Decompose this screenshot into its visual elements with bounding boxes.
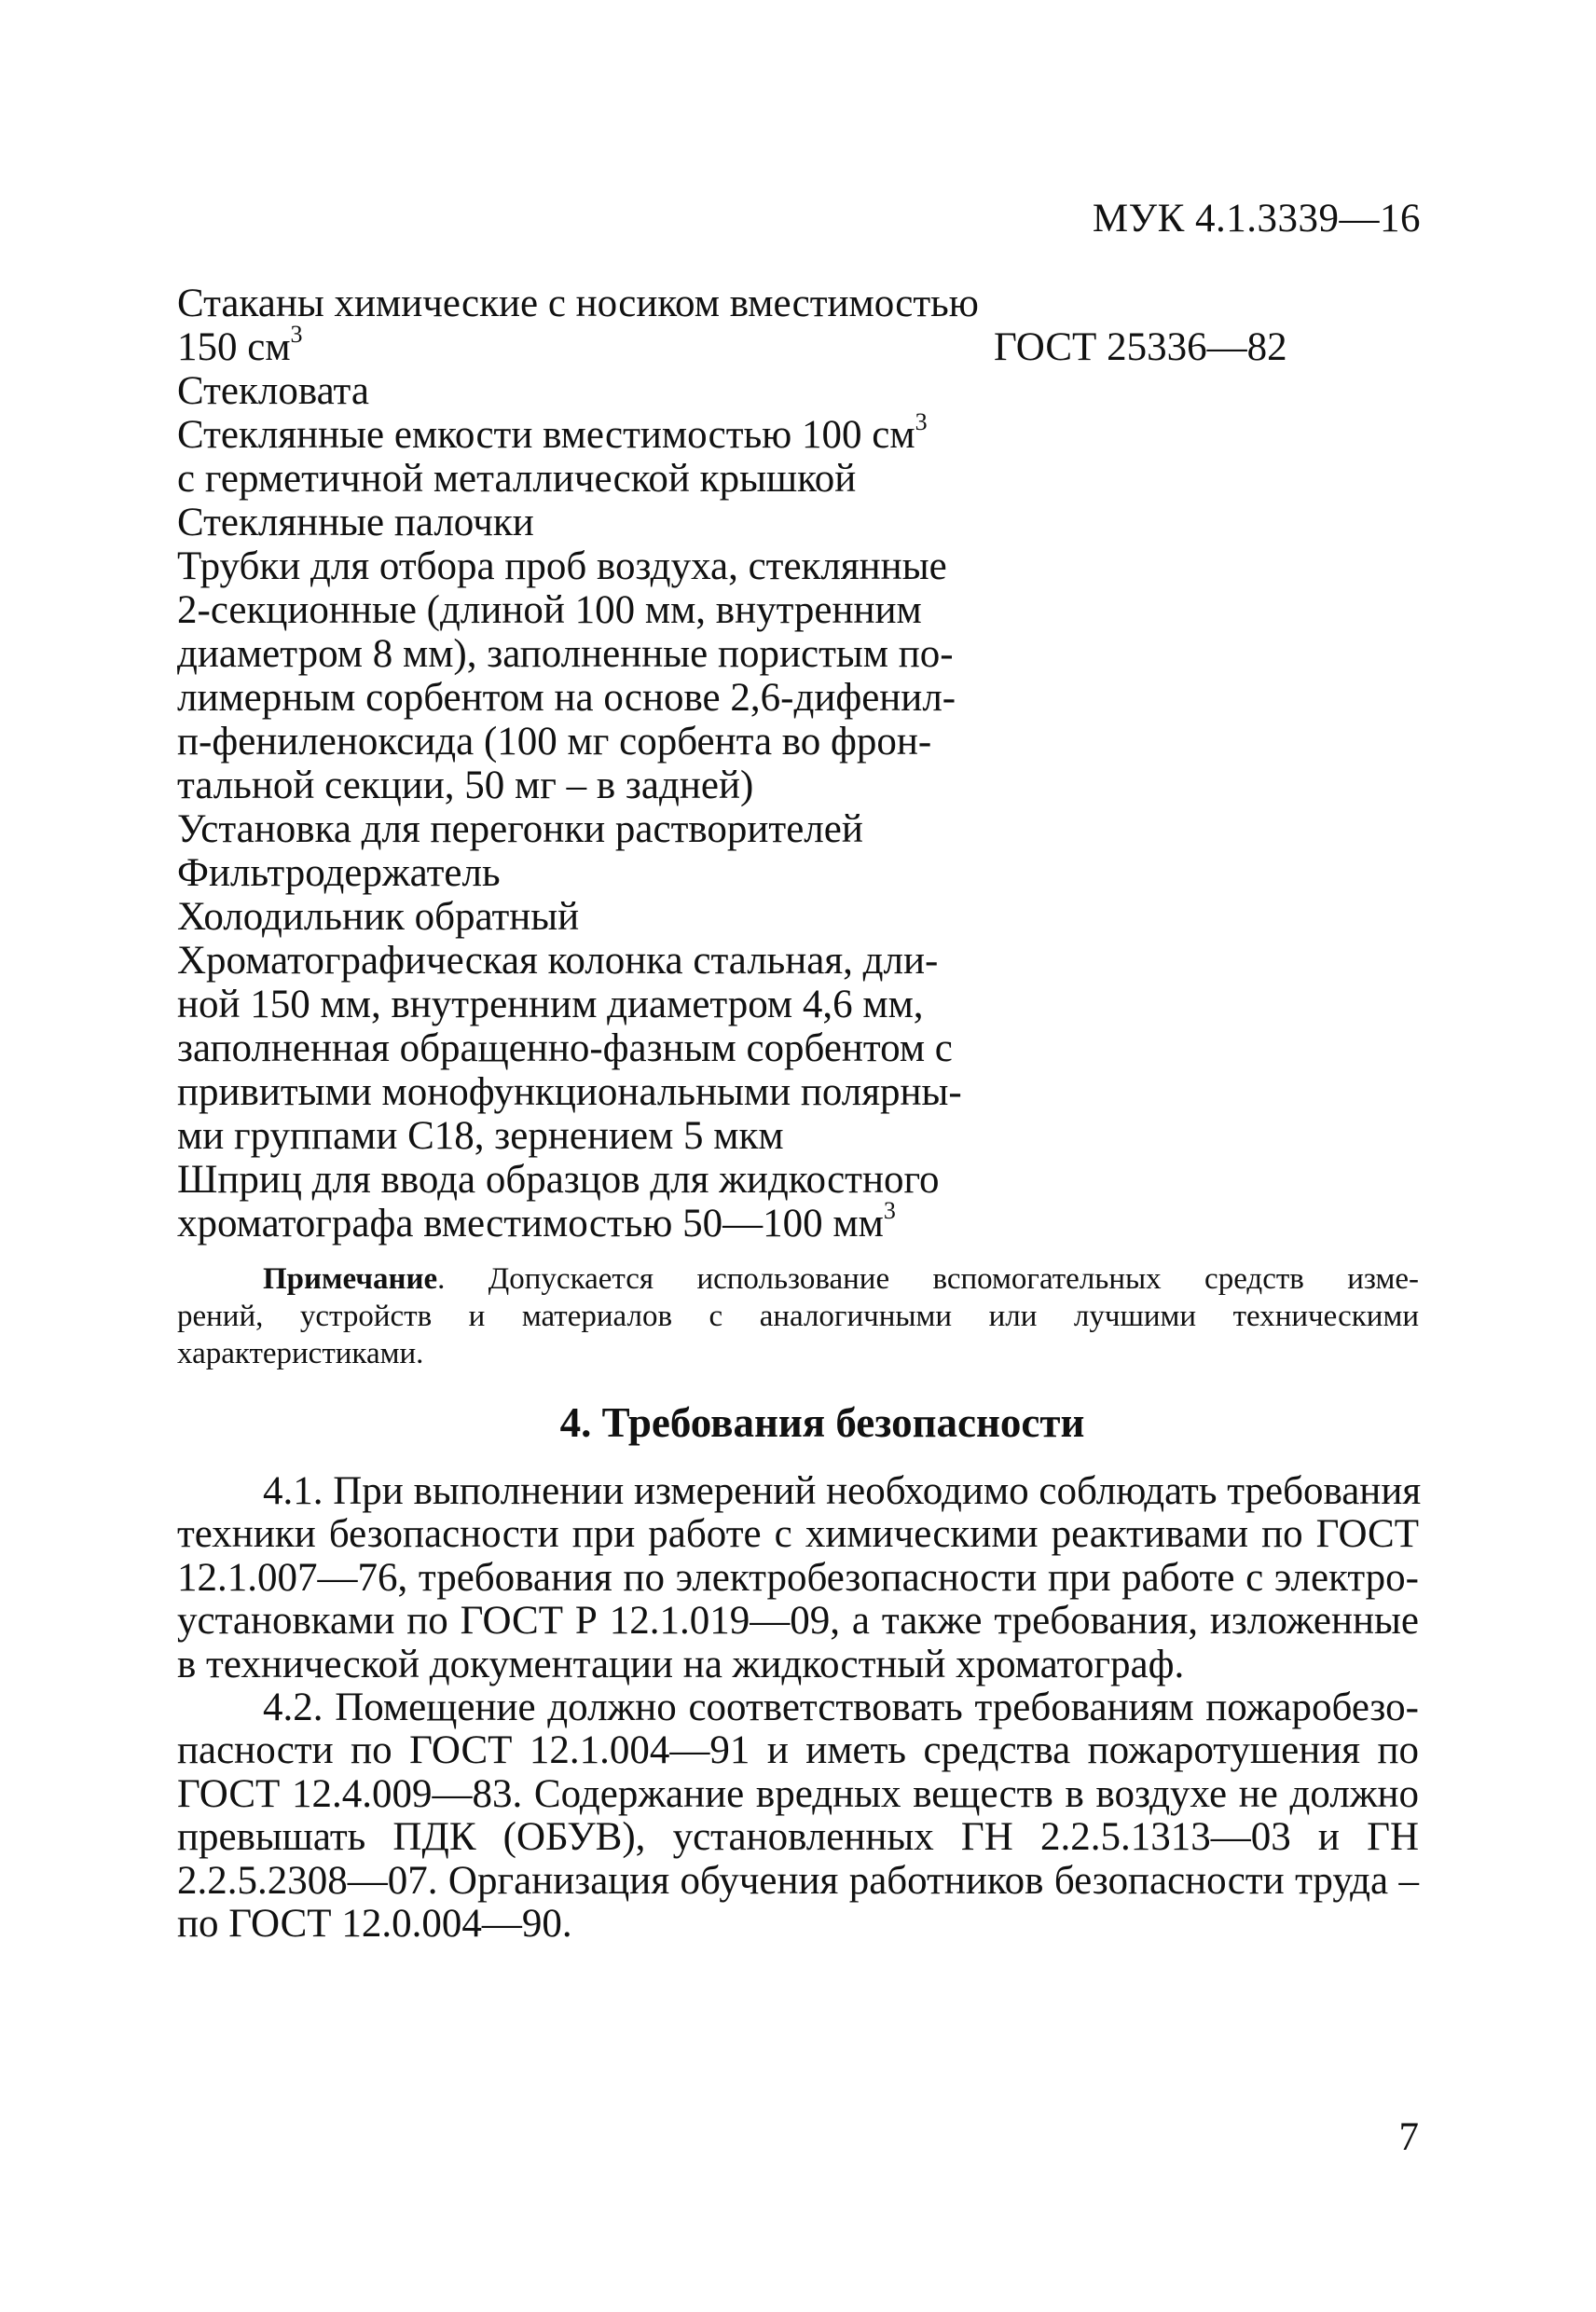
equipment-text: Стаканы химические с носиком вместимостью (177, 282, 979, 325)
equipment-line (177, 720, 1324, 764)
equipment-line (177, 501, 1324, 544)
paragraph-line: 12.1.007—76, требования по электробезопасности при работе с электро- (177, 1555, 1419, 1600)
paragraph-line: техники безопасности при работе с химическими реактивами по ГОСТ (177, 1512, 1419, 1557)
paragraph-line: в технической документации на жидкостный хроматограф. (177, 1642, 1185, 1686)
note-block (177, 1260, 1419, 1372)
paragraph-line: 2.2.5.2308—07. Организация обучения работников безопасности труда – (177, 1858, 1419, 1903)
equipment-text: Шприц для ввода образцов для жидкостного (177, 1158, 940, 1202)
equipment-line (177, 632, 1324, 676)
equipment-list (177, 282, 1324, 1245)
note-label: Примечание (263, 1262, 438, 1296)
equipment-line (177, 457, 1324, 501)
equipment-text: заполненная обращенно-фазным сорбентом с (177, 1026, 953, 1070)
equipment-line (177, 588, 1324, 632)
section-body (177, 1469, 1422, 1946)
superscript: 3 (915, 407, 928, 435)
equipment-text: Установка для перегонки растворителей (177, 807, 863, 851)
equipment-line (177, 851, 1324, 895)
equipment-line (177, 369, 1324, 413)
equipment-text: п-фениленоксида (100 мг сорбента во фрон- (177, 720, 932, 764)
equipment-text: Стекловата (177, 369, 369, 413)
paragraph-line: установками по ГОСТ Р 12.1.019—09, а также требования, изложенные (177, 1599, 1419, 1644)
equipment-text: Стеклянные палочки (177, 501, 534, 544)
paragraph-line: ГОСТ 12.4.009—83. Содержание вредных веществ в воздухе не должно (177, 1771, 1419, 1816)
paragraph-line: по ГОСТ 12.0.004—90. (177, 1901, 572, 1946)
equipment-line (177, 1158, 1324, 1202)
equipment-line (177, 1114, 1324, 1158)
equipment-text: диаметром 8 мм), заполненные пористым по- (177, 632, 954, 676)
equipment-line (177, 939, 1324, 983)
note-line: характеристиками. (177, 1337, 424, 1370)
equipment-line (177, 895, 1324, 939)
equipment-line (177, 1070, 1324, 1114)
equipment-line (177, 807, 1324, 851)
note-line: рений, устройств и материалов с аналогичными или лучшими техническими (177, 1300, 1419, 1333)
equipment-text: привитыми монофункциональными полярны- (177, 1070, 962, 1114)
paragraph-line: пасности по ГОСТ 12.1.004—91 и иметь средства пожаротушения по (177, 1728, 1419, 1773)
equipment-text: 2-секционные (длиной 100 мм, внутренним (177, 588, 922, 632)
equipment-text: ми группами С18, зернением 5 мкм (177, 1114, 784, 1158)
equipment-text: 150 см (177, 325, 291, 369)
equipment-text: ной 150 мм, внутренним диаметром 4,6 мм, (177, 983, 924, 1026)
equipment-text: Хроматографическая колонка стальная, дли- (177, 939, 939, 983)
equipment-line (177, 1196, 1324, 1245)
superscript: 3 (883, 1196, 896, 1224)
paragraph-line: 4.2. Помещение должно соответствовать требованиям пожаробезо- (263, 1685, 1419, 1729)
equipment-line (177, 676, 1324, 720)
superscript: 3 (290, 320, 303, 348)
equipment-text: Трубки для отбора проб воздуха, стеклянные (177, 544, 947, 588)
standard-reference: ГОСТ 25336—82 (994, 325, 1287, 369)
equipment-line (177, 983, 1324, 1026)
equipment-text: хроматографа вместимостью 50—100 мм (177, 1202, 884, 1245)
equipment-text: Стеклянные емкости вместимостью 100 см (177, 413, 915, 457)
note-line (177, 1260, 1419, 1298)
equipment-text: Фильтродержатель (177, 851, 501, 895)
equipment-line (177, 407, 1324, 457)
equipment-text: с герметичной металлической крышкой (177, 457, 857, 501)
page-number: 7 (1398, 2115, 1419, 2159)
paragraph-line: превышать ПДК (ОБУВ), установленных ГН 2.2.5.1313—03 и ГН (177, 1815, 1419, 1860)
equipment-text: Холодильник обратный (177, 895, 580, 939)
note-text: . Допускается использование вспомогательных средств изме- (437, 1262, 1419, 1296)
equipment-line (177, 764, 1324, 807)
paragraph-line: 4.1. При выполнении измерений необходимо соблюдать требования (263, 1469, 1422, 1513)
equipment-line (177, 320, 1324, 369)
document-code: МУК 4.1.3339—16 (1092, 197, 1421, 241)
equipment-text: лимерным сорбентом на основе 2,6-дифенил- (177, 676, 956, 720)
equipment-text: тальной секции, 50 мг – в задней) (177, 764, 754, 807)
section-heading: 4. Требования безопасности (559, 1399, 1085, 1446)
equipment-line (177, 282, 1324, 325)
equipment-line (177, 1026, 1324, 1070)
equipment-line (177, 544, 1324, 588)
